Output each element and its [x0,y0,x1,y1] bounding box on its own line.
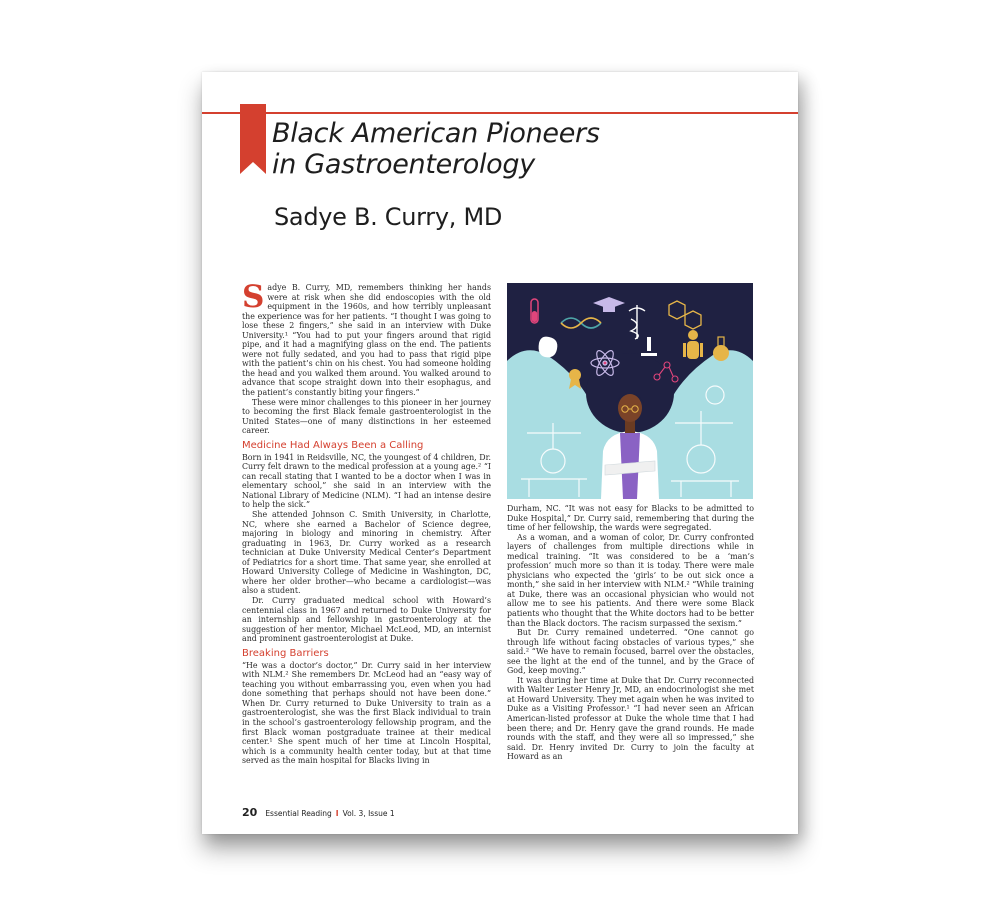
article-title: Sadye B. Curry, MD [274,203,503,231]
body-paragraph: But Dr. Curry remained undeterred. “One cannot go through life without facing obstacles of various types,” she said.² “We have to remain focused, barrel over the obstacles, see the light at the end of the tunnel, and by the Grace of God, keep moving.” [507,628,754,676]
body-paragraph: Born in 1941 in Reidsville, NC, the youngest of 4 children, Dr. Curry felt drawn to the medical profession at a young age.² “I can recall stating that I wanted to be a doctor when I was in elementary school,” she said in an interview with the National Library of Medicine (NLM). “I had an intense desire to help the sick.” [242,452,491,510]
series-title [272,118,732,180]
body-paragraph: As a woman, and a woman of color, Dr. Curry confronted layers of challenges from multiple directions while in medical training. “It was considered to be a ‘man’s profession’ much more so than it is today. There were male physicians who expected the ‘girls’ to be out sick once a month,” she said in her interview with NLM.² “While training at Duke, there was an occasional physician who would not allow me to see his patients. And there were some Black patients who thought that the White doctors had to be better than the Black doctors. The racism surpassed the sexism.” [507,532,754,628]
body-paragraph: These were minor challenges to this pioneer in her journey to becoming the first Black female gastroenterologist in the United States—one of many distinctions in her esteemed career. [242,397,491,436]
page-number: 20 [242,806,258,819]
magazine-page [202,72,798,834]
issue-label: Vol. 3, Issue 1 [342,809,395,818]
body-paragraph: Dr. Curry graduated medical school with Howard’s centennial class in 1967 and returned to Duke University for an internship and fellowship in gastroenterology at the suggestion of her mentor, Michael McLeod, MD, an internist and prominent gastroenterologist at Duke. [242,595,491,644]
body-paragraph: She attended Johnson C. Smith University, in Charlotte, NC, where she earned a Bachelor of Science degree, majoring in biology and minoring in chemistry. After graduating in 1963, Dr. Curry worked as a research technician at Duke University Medical Center’s Department of Pediatrics for a short time. That same year, she enrolled at Howard University College of Medicine in Washington, DC, where her older brother—who became a cardiologist—was also a student. [242,510,491,596]
intro-text: adye B. Curry, MD, remembers thinking her hands were at risk when she did endoscopies with the old equipment in the 1960s, and how terribly unpleasant the experience was for her patients. “I thought I was going to lose these 2 fingers,” she said in an interview with Duke University.¹ “You had to put your fingers around that rigid pipe, and it had a magnifying glass on the end. The patients were not fully sedated, and you had to pass that rigid pipe with the patient’s chin on his chest. You had someone holding the head and you walked them around. You walked around to advance that scope straight down into their esophagus, and the patient’s constantly biting your fingers.” [242,283,491,398]
stomach-icon [539,337,558,358]
section-heading-barriers: Breaking Barriers [242,647,329,659]
publication-name: Essential Reading [265,809,332,818]
right-column [507,504,754,762]
series-title-line-1: Black American Pioneers [272,118,600,149]
page-footer [242,806,395,819]
body-paragraph: It was during her time at Duke that Dr. Curry reconnected with Walter Lester Henry Jr, MD, an endocrinologist she met at Howard University. They met again when he was invited to Duke as a Visiting Professor.¹ “I had never seen an African American-listed professor at Duke the whole time that I had been there; and Dr. Henry gave the grand rounds. He made rounds with the staff, and they were all so impressed,” she said. Dr. Henry invited Dr. Curry to join the faculty at Howard as an [507,675,754,762]
header-rule [202,112,798,114]
bookmark-ribbon-icon [240,104,266,174]
intro-paragraph [242,279,491,398]
body-paragraph: “He was a doctor’s doctor,” Dr. Curry said in her interview with NLM.² She remembers Dr. McLeod had an “easy way of teaching you without embarrassing you, even when you had done something that perhaps should not have been done.” When Dr. Curry returned to Duke University to train as a gastroenterologist, she was the first Black individual to train in the school’s gastroenterology fellowship program, and the first Black woman postgraduate trainee at their medical center.¹ She spent much of her time at Lincoln Hospital, which is a community health center today, but at that time served as the main hospital for Blacks living in [242,660,491,766]
doctor-illustration [507,283,753,499]
footer-separator: I [335,809,339,818]
section-heading-calling: Medicine Had Always Been a Calling [242,439,424,451]
left-column [242,279,491,766]
series-title-line-2: in Gastroenterology [272,149,535,180]
body-paragraph: Durham, NC. “It was not easy for Blacks to be admitted to Duke Hospital,” Dr. Curry said, remembering that during the time of her fellowship, the wards were segregated. [507,504,754,533]
drop-cap: S [242,279,265,315]
